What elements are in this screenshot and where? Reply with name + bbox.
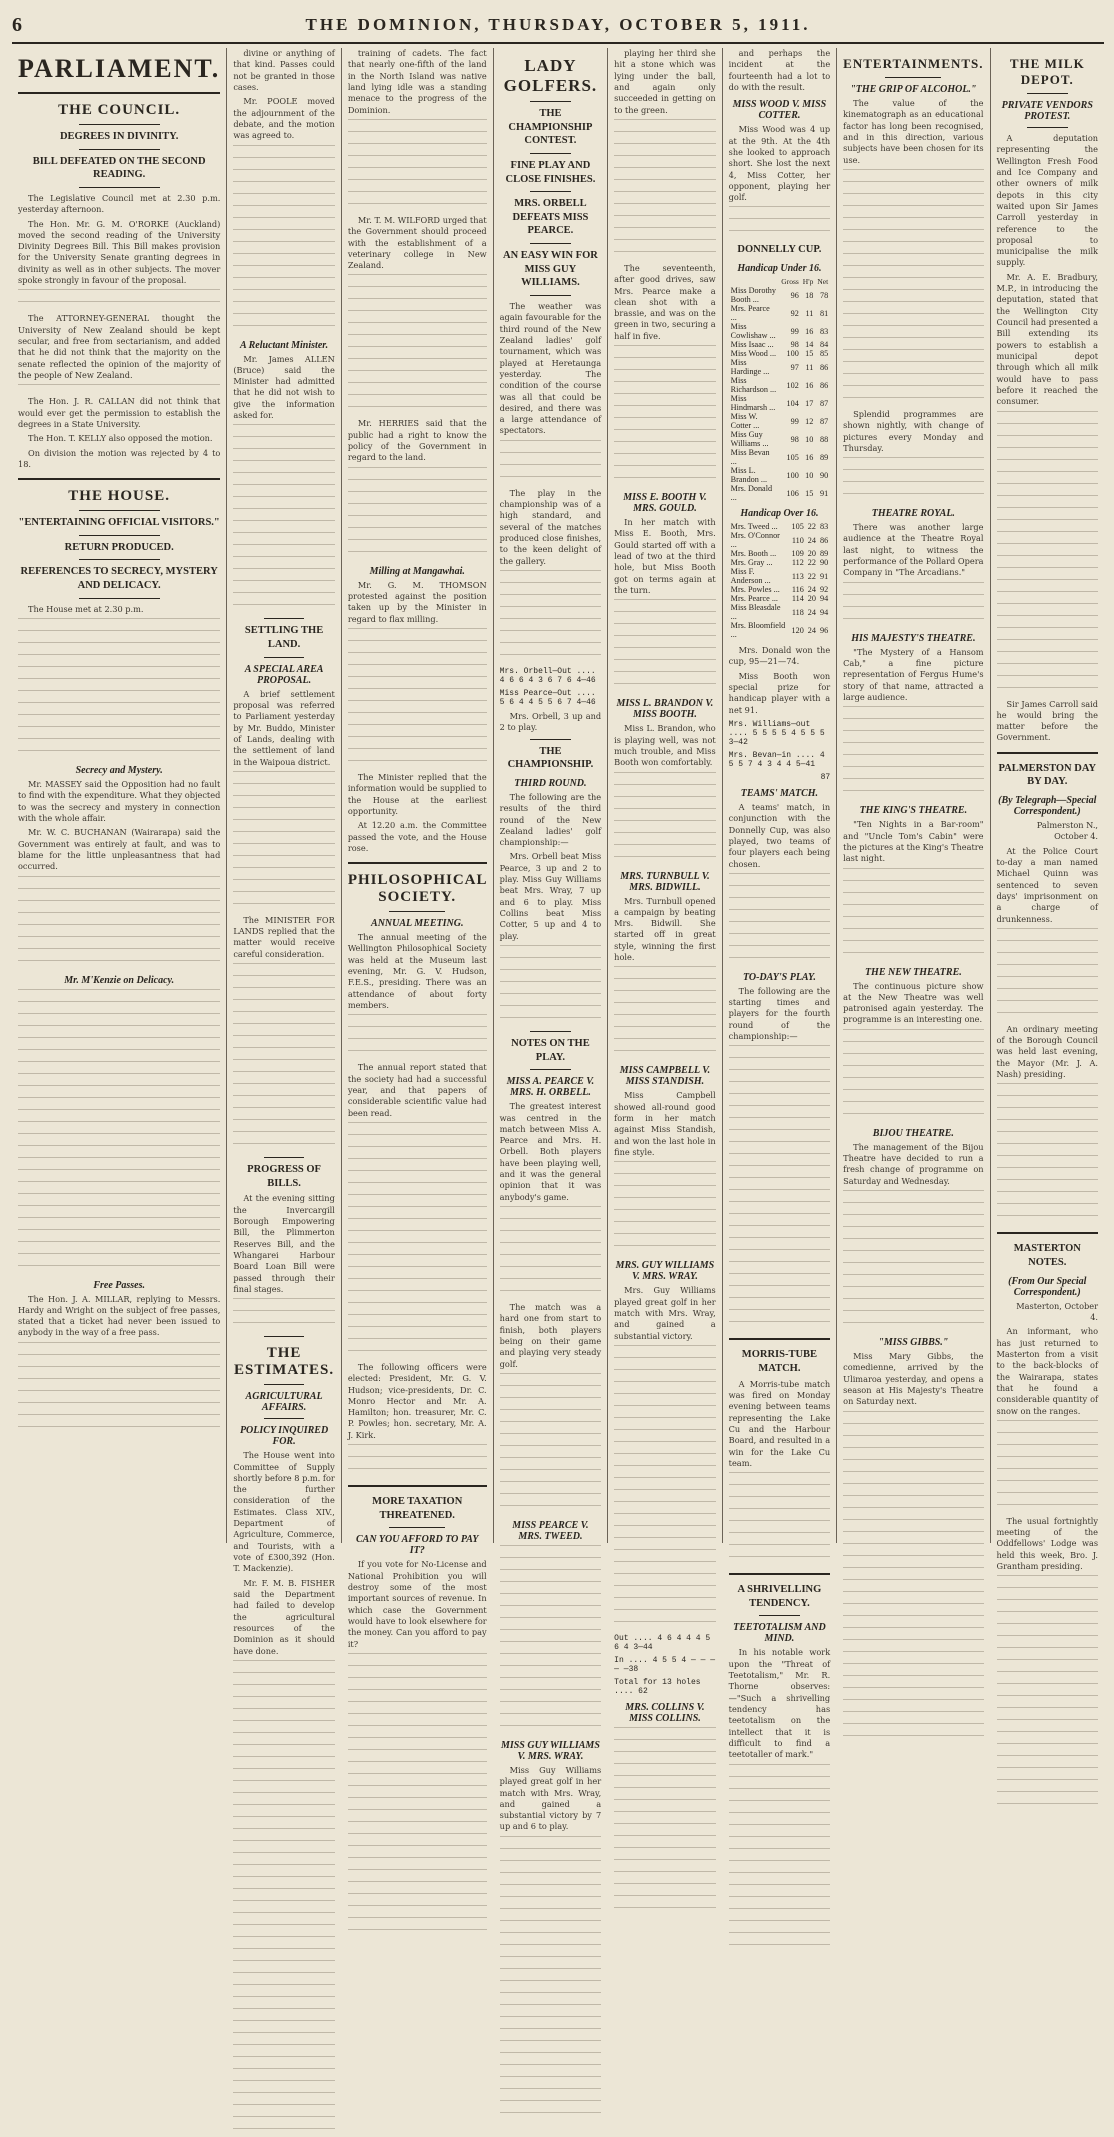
article-paragraph: The ATTORNEY-GENERAL thought the University of New Zealand should be kept secular, and free from sectarianism, and added that he did not think that the majority on the senate reflected the opinion of the majority of the people of New Zealand. [18,313,221,380]
table-row [729,376,831,394]
table-cell: Miss Hindmarsh ... [730,394,776,413]
table-cell: Miss Guy Williams ... [730,430,769,449]
table-cell: 10 [805,434,814,444]
afford-heading: CAN YOU AFFORD TO PAY IT? [356,1534,479,1557]
score-line: In .... 4 5 5 4 — — — — —38 [614,1655,715,1674]
table-cell: 90 [819,470,829,480]
table-cell: Miss Cowlishaw ... [730,322,776,341]
williams-wray-heading: MISS GUY WILLIAMS V. MRS. WRAY. [500,1739,600,1762]
theatre-royal-heading: THEATRE ROYAL. [871,508,955,520]
table-cell: 92 [819,585,829,595]
article-paragraph: "The Mystery of a Hansom Cab," a fine picture representation of Fergus Hume's story of that name, attracted a large audience. [843,646,984,702]
table-header: H'p [802,277,814,287]
article-paragraph: The greatest interest was centred in the match between Miss A. Pearce and Mrs. H. Orbell. Both players have been playing well, and it was the general opinion that it was anybody's game. [499,1101,602,1202]
table-cell: 112 [791,558,804,568]
article-paragraph: Mrs. Turnbull opened a campaign by beating Mrs. Bidwill. She started off in great style, winning the first hole. [614,895,716,963]
article-paragraph: If you vote for No-License and National Prohibition you will destroy some of the most important sources of revenue. In which case the Government would have to look elsewhere for the money. Can you afford to pay it? [347,1559,487,1649]
total-line: Total for 13 holes .... 62 [614,1677,701,1696]
article-paragraph: The following officers were elected: President, Mr. G. V. Hudson; vice-presidents, Dr. C. Monro Hector and Mr. A. Hamilton; hon. treasurer, Mr. C. P. Powles; hon. secretary, Mr. A. J. Kirk. [347,1361,487,1440]
table-cell: Mrs. Donald ... [730,484,773,503]
article-paragraph: Miss L. Brandon, who is playing well, was not much trouble, and Miss Booth won comfortably. [614,723,716,768]
table-row [729,448,831,466]
table-cell: 90 [819,558,829,568]
table-row [729,394,831,412]
table-cell: 24 [807,535,816,545]
table-cell: 96 [790,290,799,300]
table-cell: 15 [805,488,814,498]
article-paragraph: Mr. F. M. B. FISHER said the Department had failed to develop the agricultural resources of the Dominion as it should have done. [233,1577,335,1656]
article-paragraph: Mr. W. C. BUCHANAN (Wairarapa) said the Government was entirely at fault, and was to blame for the little unpleasantness that had occurred. [18,827,221,872]
table-cell: 24 [807,585,816,595]
parliament-headline: PARLIAMENT. [18,54,221,83]
donnelly-cup-heading: DONNELLY CUP. [737,244,822,256]
page-number: 6 [12,13,22,36]
turnbull-bidwill-heading: MRS. TURNBULL V. MRS. BIDWILL. [620,870,710,893]
table-cell: 14 [805,340,814,350]
table-cell: Miss Wood ... [730,349,777,359]
article-paragraph: "Ten Nights in a Bar-room" and "Uncle Tom's Cabin" were the pictures at the King's Theatre last night. [843,819,984,864]
article-paragraph: The annual report stated that the society had had a successful year, and that papers of considerable scientific value had been read. [347,1062,487,1118]
article-paragraph: In his notable work upon the "Threat of Teetotalism," Mr. R. Thorne observes:—"Such a shrivelling tendency has teetotalism on the intellect that it is difficult to find a teetotaller of mark." [728,1647,831,1760]
table-cell: Mrs. Pearce ... [730,594,778,604]
collins-heading: MRS. COLLINS V. MISS COLLINS. [625,1701,705,1724]
table-cell: 87 [819,398,829,408]
article-paragraph: There was another large audience at the Theatre Royal last night, to witness the performance of the Pollard Opera Company in "The Arcadians." [843,522,984,578]
table-cell: 97 [790,362,799,372]
table-cell: Mrs. Booth ... [730,549,777,559]
table-cell: 16 [805,380,814,390]
table-cell: 24 [807,625,816,635]
settling-heading: SETTLING THE LAND. [244,625,324,651]
article-paragraph: At 12.20 a.m. the Committee passed the vote, and the House rose. [347,820,487,853]
table-cell: 83 [819,326,829,336]
table-cell: 118 [791,607,804,617]
column-6 [723,48,838,1760]
donnelly-over-table [729,522,831,639]
delicacy-subheading: Mr. M'Kenzie on Delicacy. [64,974,175,986]
article-paragraph: divine or anything of that kind. Passes could not be granted in those cases. [233,48,335,92]
column-2 [227,48,342,1656]
pearce-tweed-heading: MISS PEARCE V. MRS. TWEED. [512,1519,589,1542]
column-4 [494,48,609,1832]
table-row [729,594,831,603]
dateline: Masterton, October 4. [1016,1300,1099,1322]
article-paragraph: playing her third she hit a stone which was lying under the ball, and again only succeeded in getting on to the green. [614,48,716,115]
dateline: Palmerston N., October 4. [1036,820,1099,842]
table-cell: 94 [819,607,829,617]
article-paragraph: Sir James Carroll said he would bring the matter before the Government. [996,698,1099,743]
table-cell: 85 [819,349,829,359]
article-paragraph: In her match with Miss E. Booth, Mrs. Gould started off with a lead of two at the third hole, but Miss Booth got on terms again at the turn. [614,517,716,595]
table-cell: 20 [807,549,816,559]
newspaper-title: THE DOMINION, THURSDAY, OCTOBER 5, 1911. [305,15,811,34]
article-paragraph: The value of the kinematograph as an educational factor has long been recognised, and in this direction, various subjects have been chosen for its use. [843,98,984,165]
article-paragraph: Miss Booth won special prize for handicap player with a net 91. [728,670,831,715]
agricultural-heading: AGRICULTURAL AFFAIRS. [245,1391,323,1414]
table-cell: 89 [819,452,829,462]
table-row [729,585,831,594]
table-cell: Miss W. Cotter ... [730,412,760,431]
table-row [729,412,831,430]
table-row [729,558,831,567]
table-row [729,430,831,448]
table-cell: 81 [819,308,829,318]
table-row [729,466,831,484]
table-cell: 86 [819,535,829,545]
result-line: Mrs. Orbell, 3 up and 2 to play. [499,710,602,733]
article-paragraph: The continuous picture show at the New Theatre was well patronised again yesterday. The programme is an interesting one. [843,980,984,1025]
table-cell: 24 [807,607,816,617]
masthead [12,8,1104,44]
table-row [729,549,831,558]
table-cell: Miss Dorothy Booth ... [730,286,776,305]
table-cell: 86 [819,362,829,372]
table-cell: 99 [790,326,799,336]
table-cell: 11 [805,308,814,318]
third-round-heading: THIRD ROUND. [514,777,587,789]
article-paragraph: The seventeenth, after good drives, saw Mrs. Pearce make a clean shot with a brassie, and was on the green in two, securing a half in five. [614,262,716,341]
article-paragraph: The Minister replied that the information would be supplied to the House at the earliest opportunity. [347,771,487,816]
handicap-over-heading: Handicap Over 16. [740,508,819,520]
bill-heading: BILL DEFEATED ON THE SECOND READING. [32,155,206,181]
table-cell: 91 [819,571,829,581]
annual-meeting-heading: ANNUAL MEETING. [371,918,464,930]
return-heading: RETURN PRODUCED. [64,541,174,553]
teams-heading: TEAMS' MATCH. [740,787,819,799]
bijou-heading: BIJOU THEATRE. [872,1127,954,1139]
article-paragraph: The usual fortnightly meeting of the Oddfellows' Lodge was held this week, Bro. J. Grantham presiding. [996,1515,1099,1572]
table-cell: Mrs. Powles ... [730,585,780,595]
table-row [729,340,831,349]
palmerston-byline: (By Telegraph—Special Correspondent.) [998,795,1097,818]
article-paragraph: Mrs. Orbell beat Miss Pearce, 3 up and 2 to play. Miss Guy Williams beat Mrs. Wray, 7 up and 6 to play. Miss Collins beat Miss Cotter, 5 up and 4 to play. [499,851,602,941]
notes-heading: NOTES ON THE PLAY. [511,1037,590,1063]
championship-contest-heading: THE CHAMPIONSHIP CONTEST. [508,108,593,147]
table-cell: 78 [819,290,829,300]
special-area-heading: A SPECIAL AREA PROPOSAL. [244,663,324,686]
table-cell: Mrs. Gray ... [730,558,773,568]
table-cell: Miss Hardinge ... [730,358,770,377]
table-cell: 22 [807,571,816,581]
article-paragraph: Mr. HERRIES said that the public had a right to know the policy of the Government in regard to the land. [347,418,487,463]
article-paragraph: The Hon. Mr. G. M. O'RORKE (Auckland) moved the second reading of the University Divinity Degrees Bill. This Bill makes provision for the University Senate granting degrees in divinity as well as in other subjects. The mover spoke strongly in favour of the proposal. [18,218,221,286]
table-cell: 10 [805,470,814,480]
council-heading: THE COUNCIL. [58,102,181,118]
article-paragraph: The management of the Bijou Theatre have decided to run a fresh change of programme on Saturday and Wednesday. [843,1141,984,1186]
score-line: Miss Pearce—Out .... 5 6 4 4 5 5 6 7 4—46 [499,688,596,707]
visitors-heading: "ENTERTAINING OFFICIAL VISITORS." [18,517,220,529]
article-paragraph: The play in the championship was of a high standard, and several of the matches produced close finishes, to the keen delight of the gallery. [499,487,602,566]
article-paragraph: The following are the results of the third round of the New Zealand ladies' golf championship:— [499,791,602,848]
table-cell: 16 [805,452,814,462]
article-paragraph: An ordinary meeting of the Borough Council was held last evening, the Mayor (Mr. J. A. Nash) presiding. [996,1023,1099,1080]
table-cell: 11 [805,362,814,372]
table-header: Gross [781,277,799,287]
masterton-heading: MASTERTON NOTES. [1013,1243,1081,1269]
article-paragraph: Miss Mary Gibbs, the comedienne, arrived by the Ulimaroa yesterday, and opens a season at His Majesty's Theatre on Saturday next. [843,1351,984,1407]
taxation-heading: MORE TAXATION THREATENED. [372,1496,463,1521]
references-heading: REFERENCES TO SECRECY, MYSTERY AND DELICACY. [20,566,218,592]
kings-theatre-heading: THE KING'S THEATRE. [859,805,968,817]
article-paragraph: The House went into Committee of Supply shortly before 8 p.m. for the further consideration of the Estimates. Class XIV., Department of Agriculture, Commerce, and Tourists, with a vote of £300,392 (Hon. T. Mackenzie). [233,1450,335,1574]
article-paragraph: A Morris-tube match was fired on Monday evening between teams representing the Lake Cu and the Harbour Board, and resulted in a win for the Lake Cu team. [728,1378,831,1468]
table-cell: 18 [805,290,814,300]
degrees-heading: DEGREES IN DIVINITY. [59,131,179,142]
todays-play-heading: TO-DAY'S PLAY. [742,971,816,983]
wood-cotter-heading: MISS WOOD V. MISS COTTER. [732,99,827,122]
milk-depot-headline: THE MILK DEPOT. [1009,56,1085,87]
table-row [729,358,831,376]
article-paragraph: The MINISTER FOR LANDS replied that the matter would receive careful consideration. [233,914,335,959]
table-cell: 20 [807,594,816,604]
new-theatre-heading: THE NEW THEATRE. [864,966,962,978]
close-finishes-heading: FINE PLAY AND CLOSE FINISHES. [505,159,596,185]
article-paragraph: Mr. A. E. Bradbury, M.P., in introducing the deputation, stated that the Wellington City Council had presented a Bill extending its powers to establish a municipal depot through which all milk would have to pass before it reached the consumer. [996,271,1099,407]
table-cell: 114 [791,594,804,604]
table-cell: 104 [786,398,799,408]
table-row [729,531,831,549]
entertainments-headline: ENTERTAINMENTS. [843,56,984,71]
table-row [729,567,831,585]
shrivelling-heading: A SHRIVELLING TENDENCY. [737,1584,822,1609]
article-paragraph: A deputation representing the Wellington Fresh Food and Ice Company and other owners of milk depots in this city waited upon Sir James Carroll yesterday in reference to the proposal to municipalise the milk supply. [996,133,1099,268]
masterton-byline: (From Our Special Correspondent.) [1008,1275,1087,1298]
table-cell: 91 [819,488,829,498]
table-header: Net [817,277,829,287]
lady-golfers-headline: LADY GOLFERS. [503,56,598,95]
table-cell: 105 [791,522,804,532]
championship-heading: THE CHAMPIONSHIP. [507,745,594,771]
milling-subheading: Milling at Mangawhai. [369,565,465,577]
table-cell: 22 [807,558,816,568]
article-paragraph: The Hon. J. A. MILLAR, replying to Messrs. Hardy and Wright on the subject of free passes, stated that a ticket had never been issued to anybody in the way of a free pass. [18,1293,221,1338]
table-cell: 120 [791,625,804,635]
table-cell: 17 [805,398,814,408]
orbell-heading: MRS. ORBELL DEFEATS MISS PEARCE. [512,198,589,237]
table-cell: 88 [819,434,829,444]
estimates-heading: THE ESTIMATES. [233,1345,335,1379]
article-paragraph: Miss Campbell showed all-round good form in her match against Miss Standish, and won the last hole in fine style. [614,1090,716,1157]
table-cell: 98 [790,340,799,350]
article-paragraph: The House met at 2.30 p.m. [28,603,144,614]
table-cell: 15 [805,349,814,359]
table-cell: 106 [786,488,799,498]
table-cell: 89 [819,549,829,559]
table-cell: Mrs. O'Connor ... [730,531,780,550]
score-line: Mrs. Bevan—in .... 4 5 5 7 4 3 4 4 5—41 [728,750,825,769]
secrecy-subheading: Secrecy and Mystery. [75,765,163,777]
article-paragraph: At the Police Court to-day a man named Michael Quinn was sentenced to seven days' imprisonment on a charge of drunkenness. [996,845,1099,924]
teetotalism-heading: TEETOTALISM AND MIND. [733,1622,826,1645]
table-cell: 83 [819,522,829,532]
article-paragraph: A teams' match, in conjunction with the Donnelly Cup, was also played, two teams of four players each being chosen. [728,801,831,869]
pearce-orbell-heading: MISS A. PEARCE V. MRS. H. ORBELL. [506,1076,595,1099]
article-paragraph: Splendid programmes are shown nightly, with change of pictures every Monday and Thursday. [843,408,984,453]
table-cell: 94 [819,594,829,604]
table-row [729,621,831,639]
table-row [729,522,831,531]
table-cell: Miss L. Brandon ... [730,466,768,485]
article-paragraph: Miss Guy Williams played great golf in her match with Mrs. Wray, and gained a substantial victory by 7 up and 6 to play. [499,1764,602,1832]
column-8 [991,48,1105,1572]
vendors-protest-heading: PRIVATE VENDORS PROTEST. [1001,100,1093,122]
article-paragraph: and perhaps the incident at the fourteenth had a lot to do with the result. [728,48,831,92]
table-cell: 110 [791,535,804,545]
grip-heading: "THE GRIP OF ALCOHOL." [850,84,977,95]
score-line: Out .... 4 6 4 4 4 5 6 4 3—44 [614,1633,711,1652]
table-cell: 84 [819,340,829,350]
reluctant-subheading: A Reluctant Minister. [240,339,329,351]
table-cell: 109 [791,549,804,559]
article-paragraph: The match was a hard one from start to finish, both players being on their game and playing very steady golf. [499,1302,602,1369]
columns [12,48,1104,1832]
table-row [729,484,831,502]
article-paragraph: An informant, who has just returned to Masterton from a visit to the back-blocks of the Wairarapa, states that he found a considerable quantity of snow on the ranges. [996,1326,1099,1416]
article-paragraph: Mr. James ALLEN (Bruce) said the Minister had admitted that he did not wish to give the information asked for. [233,353,335,421]
table-row [729,322,831,340]
table-cell: Miss Richardson ... [730,376,777,395]
table-row [729,304,831,322]
campbell-standish-heading: MISS CAMPBELL V. MISS STANDISH. [619,1065,711,1088]
table-cell: Mrs. Pearce ... [730,304,770,323]
table-cell: Mrs. Tweed ... [730,522,778,532]
table-cell: 12 [805,416,814,426]
booth-gould-heading: MISS E. BOOTH V. MRS. GOULD. [623,492,707,515]
score-line: Mrs. Orbell—Out .... 4 6 6 4 3 6 7 6 4—46 [499,666,596,685]
article-paragraph: Mr. MASSEY said the Opposition had no fault to find with the expenditure. What they objected to was the secrecy and mystery in connection with the whole affair. [18,779,221,823]
table-cell: Miss F. Anderson ... [730,567,771,586]
brandon-booth-heading: MISS L. BRANDON V. MISS BOOTH. [616,698,714,721]
table-cell: 16 [805,326,814,336]
table-cell: 96 [819,625,829,635]
palmerston-heading: PALMERSTON DAY BY DAY. [998,762,1097,788]
table-cell: Mrs. Bloomfield ... [730,621,786,640]
free-passes-subheading: Free Passes. [93,1279,145,1291]
miss-gibbs-heading: "MISS GIBBS." [878,1337,949,1348]
article-paragraph: The following are the starting times and players for the fourth round of the championship:— [728,985,831,1042]
article-paragraph: The weather was again favourable for the third round of the New Zealand ladies' golf tournament, which was played at Heretaunga yesterday. The condition of the course was all that could be desired, and there was a large attendance of spectators. [499,301,602,436]
article-paragraph: Mrs. Donald won the cup, 95—21—74. [728,645,831,667]
article-paragraph: The annual meeting of the Wellington Philosophical Society was held at the Museum last evening, Mr. G. V. Hudson, F.E.S., presiding. There was an attendance of about forty members. [347,932,487,1010]
article-paragraph: training of cadets. The fact that nearly one-fifth of the land in the North Island was native land lying idle was a standing menace to the progress of the Dominion. [347,48,487,115]
table-cell: 100 [786,349,799,359]
house-heading: THE HOUSE. [68,488,170,505]
easy-win-heading: AN EASY WIN FOR MISS GUY WILLIAMS. [503,250,598,289]
progress-heading: PROGRESS OF BILLS. [247,1164,321,1189]
table-cell: 86 [819,380,829,390]
article-paragraph: The Hon. T. KELLY also opposed the motion. [28,433,213,444]
column-7 [837,48,990,1543]
article-paragraph: Mr. POOLE moved the adjournment of the debate, and the motion was agreed to. [233,96,335,141]
table-cell: Miss Bleasdale ... [730,603,781,622]
article-paragraph: The Legislative Council met at 2.30 p.m. yesterday afternoon. [18,192,221,215]
table-cell: 105 [786,452,799,462]
table-cell: Miss Bevan ... [730,448,770,467]
table-row [729,349,831,358]
table-cell: 87 [819,416,829,426]
donnelly-under-table [729,277,831,502]
table-cell: 116 [791,585,804,595]
column-5 [608,48,723,1724]
table-cell: Miss Isaac ... [730,340,774,350]
table-cell: 99 [790,416,799,426]
morris-tube-heading: MORRIS-TUBE MATCH. [741,1349,818,1375]
article-paragraph: Mr. T. M. WILFORD urged that the Government should proceed with the establishment of a veterinary college in New Zealand. [347,214,487,271]
article-paragraph: The Hon. J. R. CALLAN did not think that would ever get the permission to establish the degrees in a State University. [18,396,221,429]
total-line: 87 [820,772,831,782]
article-paragraph: A brief settlement proposal was referred to Parliament yesterday by Mr. Buddo, Minister of Lands, dealing with the settlement of land in the Waipoua district. [233,688,335,767]
table-cell: 113 [791,571,804,581]
his-majestys-heading: HIS MAJESTY'S THEATRE. [851,632,976,644]
article-paragraph: At the evening sitting the Invercargill Borough Empowering Bill, the Plimmerton Reserves Bill, and the Whangarei Harbour Board Loan Bill were passed through their final stages. [233,1193,335,1294]
article-paragraph: Mr. G. M. THOMSON protested against the position taken up by the Minister in regard to flax milling. [347,579,487,624]
table-cell: 100 [786,470,799,480]
table-row [729,286,831,304]
article-paragraph: On division the motion was rejected by 4 to 18. [18,447,221,469]
score-line: Mrs. Williams—out .... 5 5 5 5 4 5 5 5 3—42 [728,719,825,747]
column-1 [12,48,227,1543]
table-row [729,603,831,621]
policy-heading: POLICY INQUIRED FOR. [239,1425,329,1448]
guy-williams-wray-heading: MRS. GUY WILLIAMS V. MRS. WRAY. [615,1260,715,1283]
table-cell: 22 [807,522,816,532]
philosophical-heading: PHILOSOPHICAL SOCIETY. [347,872,488,906]
table-header [729,277,780,286]
column-3 [342,48,494,1649]
article-paragraph: Miss Wood was 4 up at the 9th. At the 4th she looked to approach short. She lost the next 4, Miss Cotter, her opponent, playing her golf. [728,124,831,203]
table-cell: 102 [786,380,799,390]
handicap-under-heading: Handicap Under 16. [737,263,822,275]
article-paragraph: Mrs. Guy Williams played great golf in her match with Mrs. Wray, and gained a substantial victory. [614,1285,716,1341]
table-cell: 98 [790,434,799,444]
table-cell: 92 [790,308,799,318]
